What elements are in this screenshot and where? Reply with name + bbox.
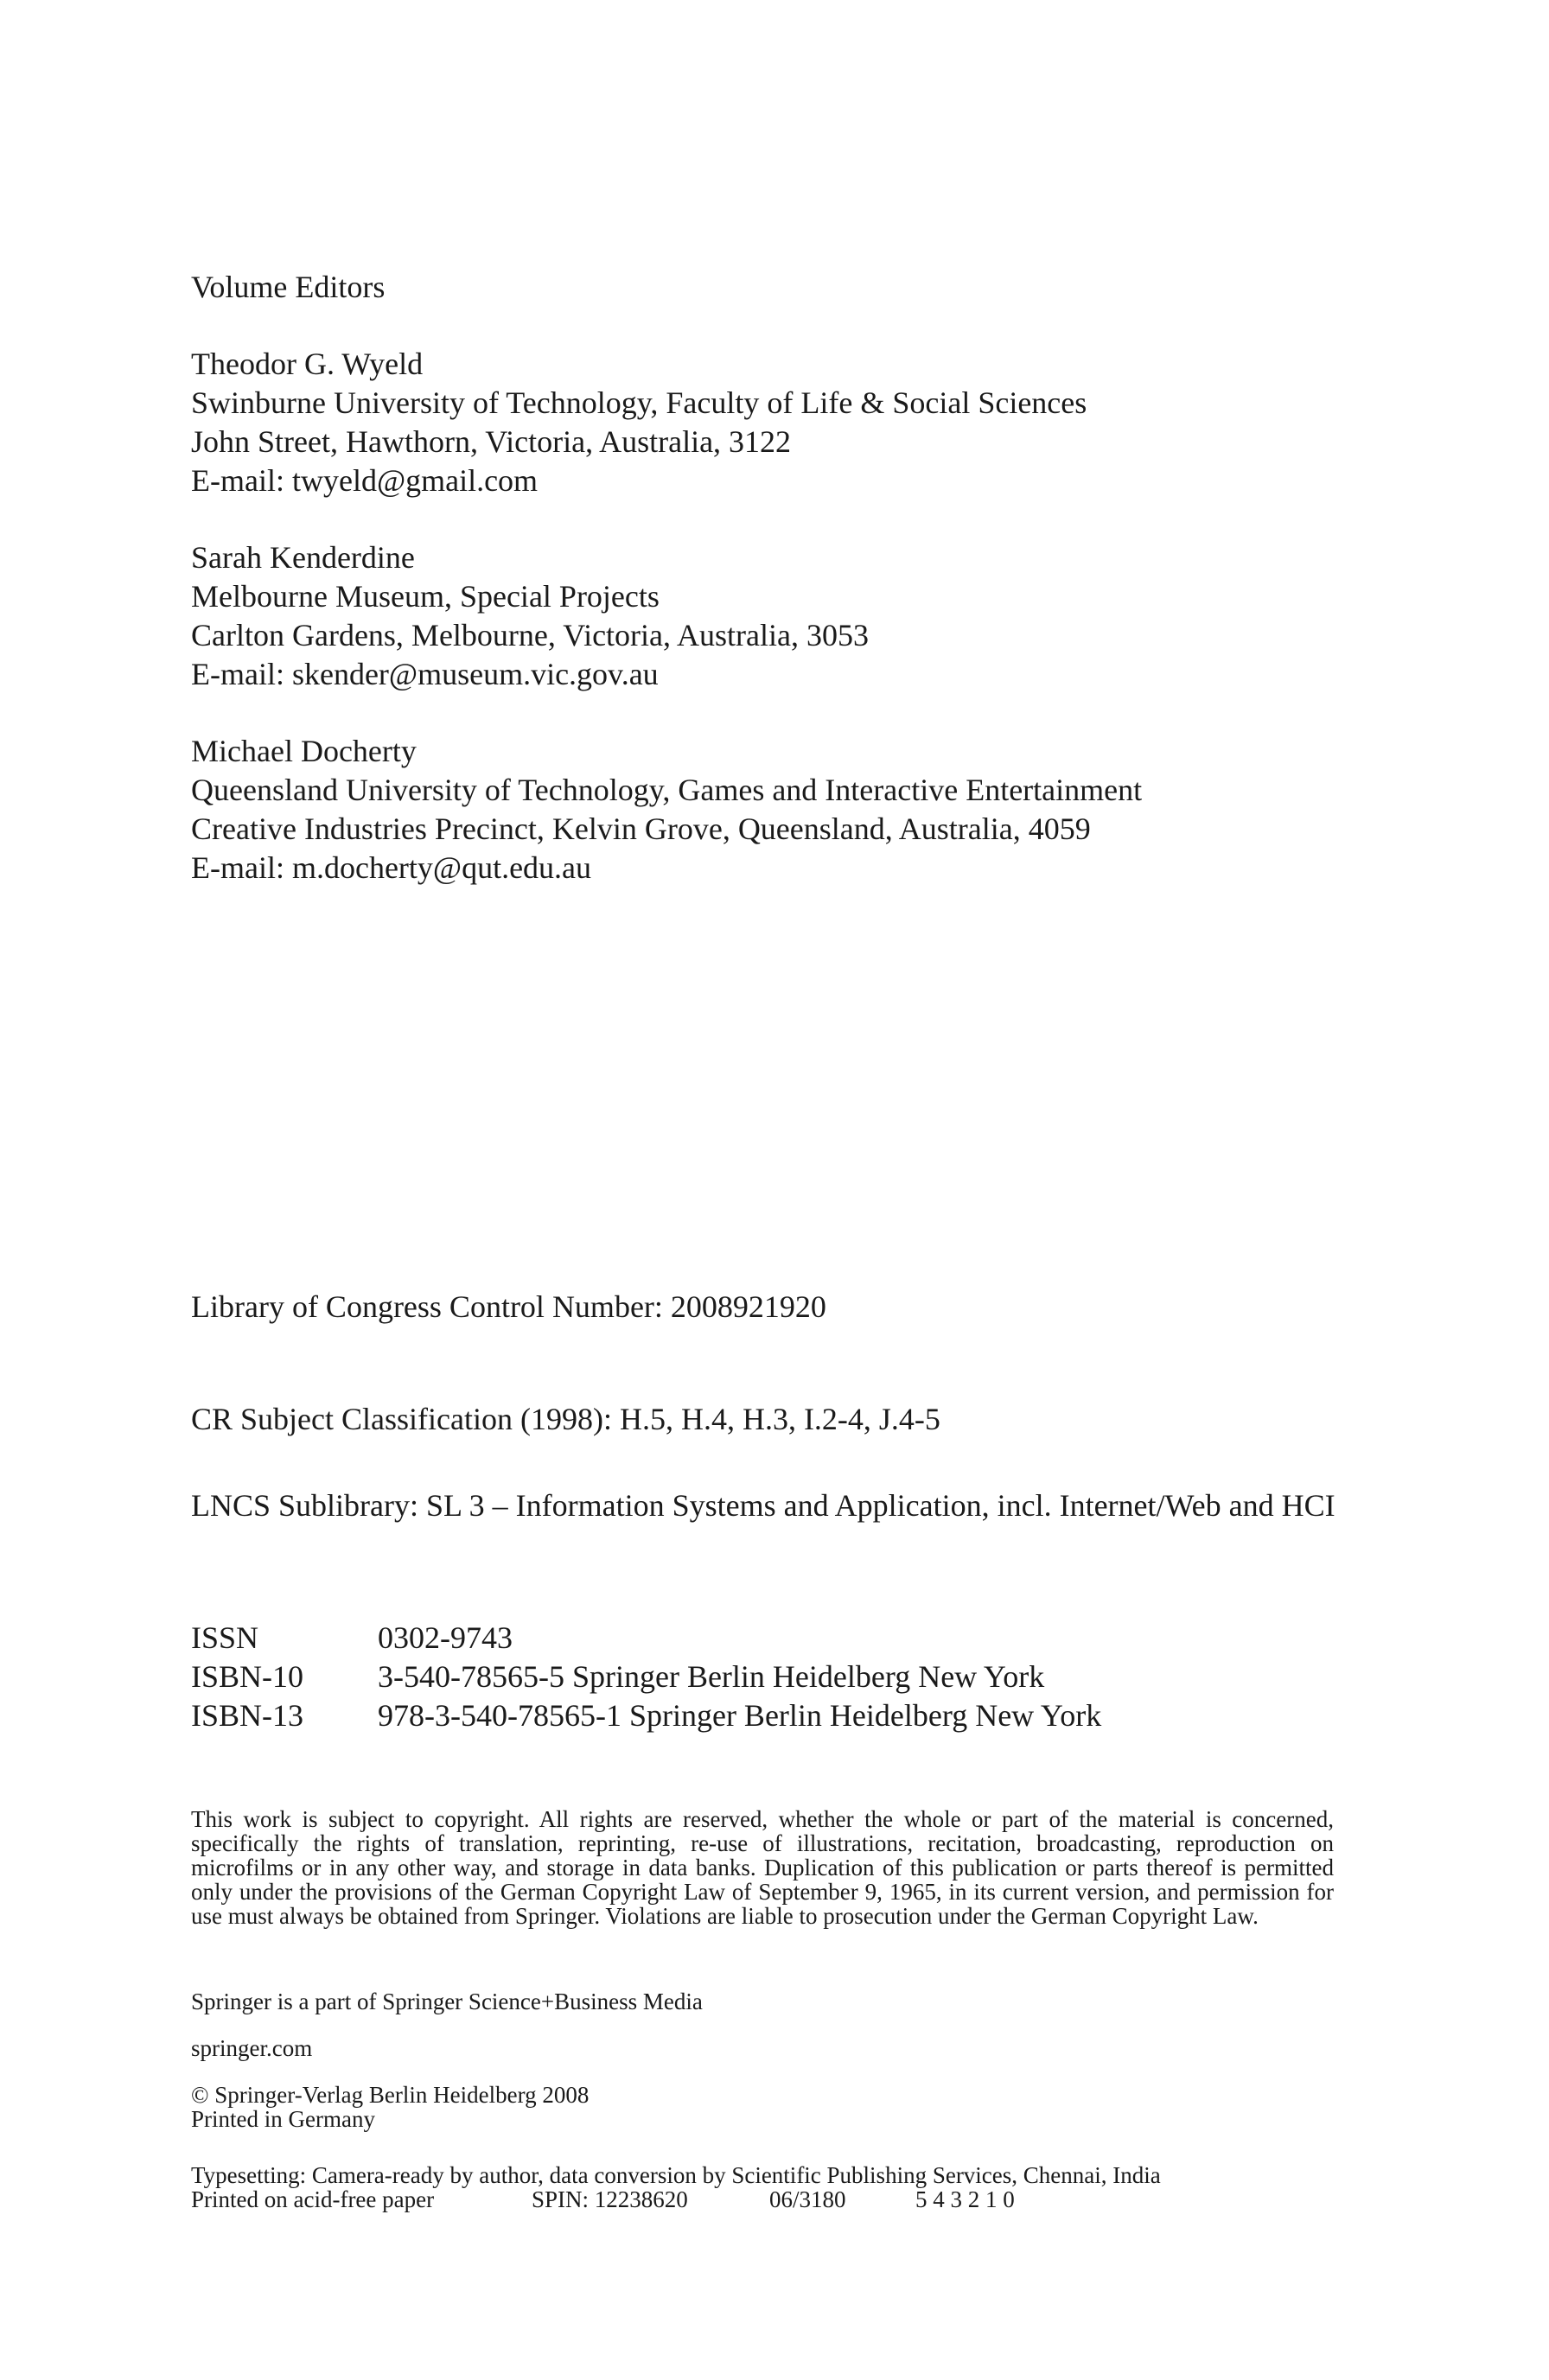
lccn-line: Library of Congress Control Number: 2008921920 <box>191 1289 826 1324</box>
typesetting-line: Typesetting: Camera-ready by author, data conversion by Scientific Publishing Services, Chennai, India <box>191 2162 1161 2188</box>
copyright-notice: This work is subject to copyright. All rights are reserved, whether the whole or part of the material is concerned, specifically the rights of translation, reprinting, re-use of illustrations, recitation, broadcasting, reproduction on microfilms or in any other way, and storage in data banks. Duplication of this publication or parts thereof is permitted only under the provisions of the German Copyright Law of September 9, 1965, in its current version, and permission for use must always be obtained from Springer. Violations are liable to prosecution under the German Copyright Law. <box>191 1806 1334 1929</box>
print-run-numbers: 5 4 3 2 1 0 <box>915 2186 1015 2212</box>
editor-address: Carlton Gardens, Melbourne, Victoria, Australia, 3053 <box>191 618 870 652</box>
identifier-label: ISSN <box>191 1620 259 1655</box>
identifier-label: ISBN-13 <box>191 1698 304 1733</box>
volume-editors-section <box>191 268 1349 888</box>
editor-email: E-mail: m.docherty@qut.edu.au <box>191 850 592 885</box>
editor-name: Michael Docherty <box>191 734 417 768</box>
identifier-label: ISBN-10 <box>191 1659 304 1694</box>
editor-address: John Street, Hawthorn, Victoria, Australia, 3122 <box>191 424 792 459</box>
typesetting-block <box>191 2163 1349 2211</box>
editor-affiliation: Swinburne University of Technology, Faculty of Life & Social Sciences <box>191 385 1087 420</box>
editor-affiliation: Melbourne Museum, Special Projects <box>191 579 660 614</box>
editor-affiliation: Queensland University of Technology, Games and Interactive Entertainment <box>191 773 1143 807</box>
identifier-value: 3-540-78565-5 Springer Berlin Heidelberg New York <box>378 1659 1045 1694</box>
editor-entry <box>191 538 1349 694</box>
paper-note: Printed on acid-free paper <box>191 2186 435 2212</box>
identifier-value: 978-3-540-78565-1 Springer Berlin Heidelberg New York <box>378 1698 1102 1733</box>
publisher-block <box>191 2083 1349 2131</box>
editor-name: Sarah Kenderdine <box>191 540 415 575</box>
editor-email: E-mail: skender@museum.vic.gov.au <box>191 657 659 691</box>
identifier-value: 0302-9743 <box>378 1620 513 1655</box>
identifier-row <box>191 1696 1349 1735</box>
springer-part-line: Springer is a part of Springer Science+Business Media <box>191 1989 703 2014</box>
editor-name: Theodor G. Wyeld <box>191 347 424 381</box>
identifier-row <box>191 1619 1349 1658</box>
cr-subject-classification: CR Subject Classification (1998): H.5, H.4, H.3, I.2-4, J.4-5 <box>191 1402 940 1436</box>
identifier-row <box>191 1658 1349 1696</box>
lncs-sublibrary: LNCS Sublibrary: SL 3 – Information Systems and Application, incl. Internet/Web and HCI <box>191 1488 1335 1523</box>
copyright-line: © Springer-Verlag Berlin Heidelberg 2008 <box>191 2082 590 2108</box>
printed-in: Printed in Germany <box>191 2106 375 2132</box>
editor-email: E-mail: twyeld@gmail.com <box>191 463 539 498</box>
print-info-row <box>191 2187 1349 2211</box>
springer-url: springer.com <box>191 2035 313 2061</box>
print-code: 06/3180 <box>769 2186 846 2212</box>
identifiers-table <box>191 1619 1349 1735</box>
editor-entry <box>191 732 1349 888</box>
editor-address: Creative Industries Precinct, Kelvin Grove, Queensland, Australia, 4059 <box>191 811 1091 846</box>
editor-entry <box>191 345 1349 500</box>
volume-editors-heading: Volume Editors <box>191 270 386 304</box>
spin-number: SPIN: 12238620 <box>532 2186 688 2212</box>
